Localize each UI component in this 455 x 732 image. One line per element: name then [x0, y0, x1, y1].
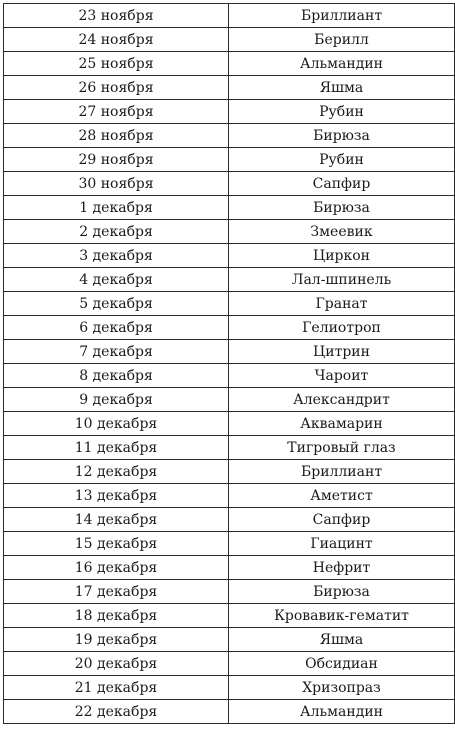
stone-cell: Альмандин — [229, 700, 455, 724]
table-row — [4, 580, 455, 604]
date-cell: 27 ноября — [4, 100, 229, 124]
stone-cell: Гелиотроп — [229, 316, 455, 340]
date-cell: 23 ноября — [4, 4, 229, 28]
date-cell: 15 декабря — [4, 532, 229, 556]
table-row — [4, 52, 455, 76]
table-row — [4, 460, 455, 484]
stone-cell: Хризопраз — [229, 676, 455, 700]
date-cell: 6 декабря — [4, 316, 229, 340]
birthstone-table — [3, 3, 455, 724]
date-cell: 14 декабря — [4, 508, 229, 532]
table-row — [4, 484, 455, 508]
table-body — [4, 4, 455, 724]
date-cell: 17 декабря — [4, 580, 229, 604]
table-row — [4, 4, 455, 28]
table-row — [4, 388, 455, 412]
stone-cell: Змеевик — [229, 220, 455, 244]
date-cell: 10 декабря — [4, 412, 229, 436]
table-row — [4, 652, 455, 676]
date-cell: 22 декабря — [4, 700, 229, 724]
table-row — [4, 364, 455, 388]
stone-cell: Аметист — [229, 484, 455, 508]
stone-cell: Нефрит — [229, 556, 455, 580]
table-row — [4, 628, 455, 652]
table-row — [4, 676, 455, 700]
stone-cell: Альмандин — [229, 52, 455, 76]
date-cell: 29 ноября — [4, 148, 229, 172]
date-cell: 20 декабря — [4, 652, 229, 676]
date-cell: 4 декабря — [4, 268, 229, 292]
date-cell: 3 декабря — [4, 244, 229, 268]
table-row — [4, 100, 455, 124]
table-row — [4, 76, 455, 100]
date-cell: 13 декабря — [4, 484, 229, 508]
date-cell: 25 ноября — [4, 52, 229, 76]
date-cell: 24 ноября — [4, 28, 229, 52]
table-row — [4, 292, 455, 316]
table-row — [4, 436, 455, 460]
date-cell: 30 ноября — [4, 172, 229, 196]
stone-cell: Сапфир — [229, 508, 455, 532]
date-cell: 2 декабря — [4, 220, 229, 244]
date-cell: 19 декабря — [4, 628, 229, 652]
date-cell: 26 ноября — [4, 76, 229, 100]
table-row — [4, 124, 455, 148]
table-row — [4, 268, 455, 292]
date-cell: 12 декабря — [4, 460, 229, 484]
table-row — [4, 148, 455, 172]
date-cell: 7 декабря — [4, 340, 229, 364]
table-row — [4, 316, 455, 340]
table-row — [4, 244, 455, 268]
stone-cell: Гранат — [229, 292, 455, 316]
stone-cell: Цитрин — [229, 340, 455, 364]
table-row — [4, 556, 455, 580]
stone-cell: Яшма — [229, 628, 455, 652]
table-row — [4, 532, 455, 556]
stone-cell: Лал-шпинель — [229, 268, 455, 292]
stone-cell: Бирюза — [229, 124, 455, 148]
date-cell: 9 декабря — [4, 388, 229, 412]
table-row — [4, 172, 455, 196]
stone-cell: Тигровый глаз — [229, 436, 455, 460]
stone-cell: Бирюза — [229, 196, 455, 220]
stone-cell: Аквамарин — [229, 412, 455, 436]
stone-cell: Яшма — [229, 76, 455, 100]
stone-cell: Обсидиан — [229, 652, 455, 676]
stone-cell: Рубин — [229, 100, 455, 124]
date-cell: 11 декабря — [4, 436, 229, 460]
table-row — [4, 340, 455, 364]
stone-cell: Сапфир — [229, 172, 455, 196]
stone-cell: Циркон — [229, 244, 455, 268]
date-cell: 16 декабря — [4, 556, 229, 580]
stone-cell: Гиацинт — [229, 532, 455, 556]
table-row — [4, 220, 455, 244]
table-row — [4, 604, 455, 628]
date-cell: 21 декабря — [4, 676, 229, 700]
table-row — [4, 700, 455, 724]
table-row — [4, 412, 455, 436]
stone-cell: Бриллиант — [229, 460, 455, 484]
date-cell: 1 декабря — [4, 196, 229, 220]
stone-cell: Чароит — [229, 364, 455, 388]
date-cell: 18 декабря — [4, 604, 229, 628]
stone-cell: Бирюза — [229, 580, 455, 604]
stone-cell: Бриллиант — [229, 4, 455, 28]
stone-cell: Александрит — [229, 388, 455, 412]
date-cell: 8 декабря — [4, 364, 229, 388]
table-row — [4, 196, 455, 220]
date-cell: 28 ноября — [4, 124, 229, 148]
stone-cell: Берилл — [229, 28, 455, 52]
stone-cell: Рубин — [229, 148, 455, 172]
table-row — [4, 28, 455, 52]
date-cell: 5 декабря — [4, 292, 229, 316]
table-row — [4, 508, 455, 532]
stone-cell: Кровавик-гематит — [229, 604, 455, 628]
